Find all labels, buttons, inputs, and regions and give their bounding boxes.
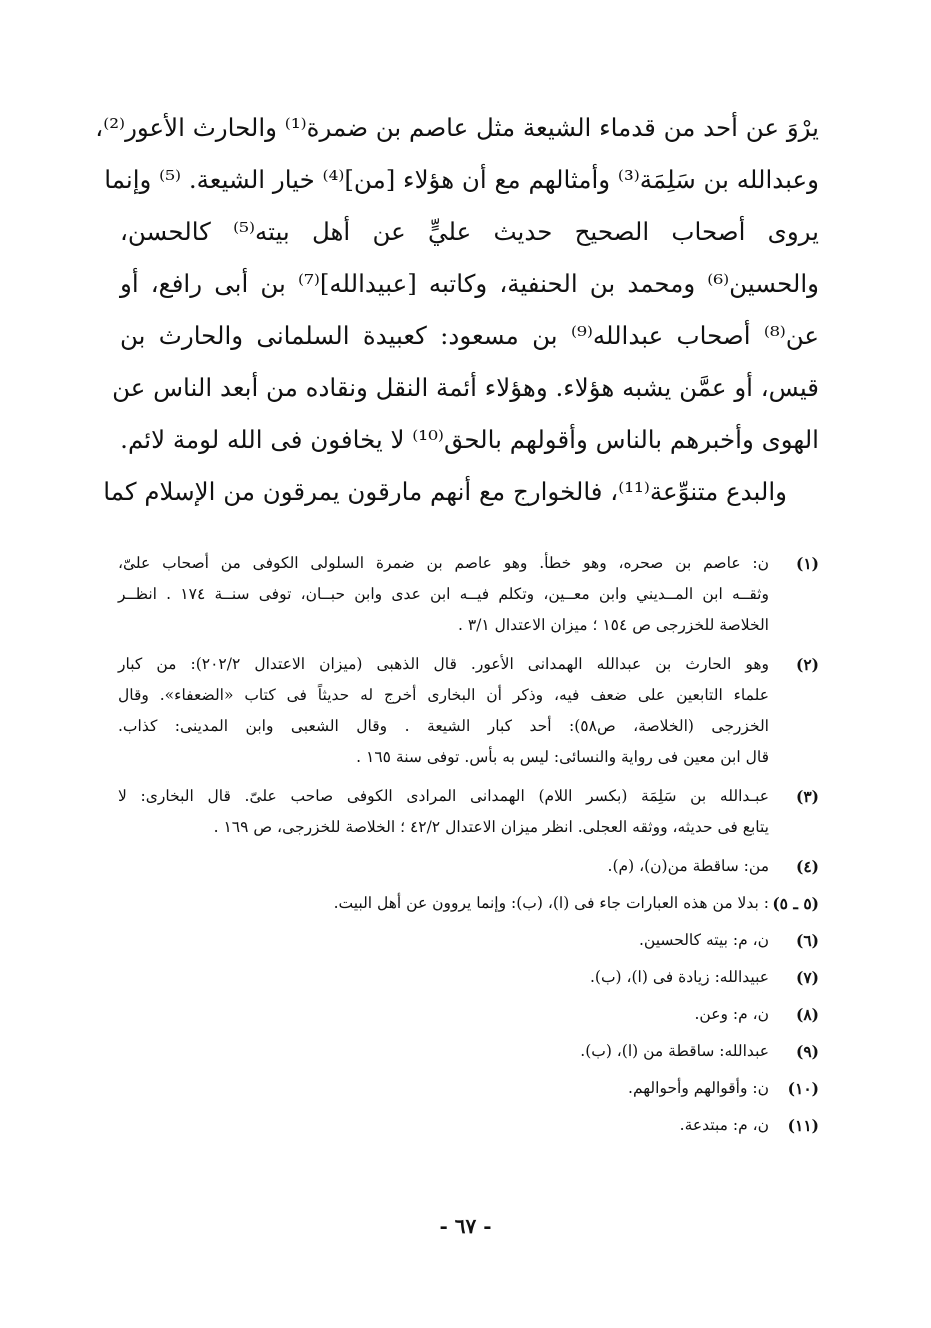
- body-line: يرْوَ عن أحد من قدماء الشيعة مثل عاصم بن ضمرة⁽¹⁾ والحارث الأعور⁽²⁾،: [95, 113, 819, 142]
- footnote-line: يتابع فى حديثه، ووثقه العجلى. انظر ميزان الاعتدال ٤٢/٢ ؛ الخلاصة للخزرجى، ص ١٦٩ .: [213, 818, 769, 836]
- footnote-4: [118, 851, 819, 882]
- footnote-11: [118, 1110, 819, 1141]
- body-line: وعبدالله بن سَلِمَة⁽³⁾ وأمثالهم مع أن هؤلاء [من]⁽⁴⁾ خيار الشيعة. ⁽⁵⁾ وإنما: [104, 165, 819, 194]
- footnote-3: [118, 781, 819, 843]
- footnote-number: (٤): [795, 857, 819, 876]
- footnote-number: (٦): [795, 931, 819, 950]
- footnotes: [118, 548, 819, 1147]
- footnote-number: (١١): [787, 1116, 819, 1135]
- footnote-line: عبـدالله بن سَلِمَة (بكسر اللام) الهمدانى المرادى الكوفى صاحب علىّ. قال البخارى: لا: [118, 787, 769, 805]
- footnote-1: [118, 548, 819, 641]
- body-line: يروى أصحاب الصحيح حديث عليٍّ عن أهل بيته⁽⁵⁾ كالحسن،: [120, 217, 819, 246]
- footnote-6: [118, 925, 819, 956]
- footnote-5: [118, 888, 819, 919]
- footnote-line: وثقــه ابن المــديني وابن معــين، وتكلم فيــه ابن عدى وابن حبــان، توفى سنــة ١٧٤ . انظــر: [118, 585, 769, 603]
- footnote-line: : بدلا من هذه العبارات جاء فى (ا)، (ب): وإنما يروون عن أهل البيت.: [333, 894, 769, 912]
- body-line: والحسين⁽⁶⁾ ومحمد بن الحنفية، وكاتبه [عبيدالله]⁽⁷⁾ بن أبى رافع، أو: [120, 269, 819, 298]
- footnote-8: [118, 999, 819, 1030]
- footnote-10: [118, 1073, 819, 1104]
- footnote-number: (٣): [795, 787, 819, 806]
- footnote-line: عبيدالله: زيادة فى (ا)، (ب).: [589, 968, 769, 986]
- footnote-2: [118, 649, 819, 773]
- body-line: الهوى وأخبرهم بالناس وأقولهم بالحق⁽¹⁰⁾ لا يخافون فى الله لومة لائم.: [120, 425, 819, 454]
- footnote-line: ن، م: وعن.: [694, 1005, 769, 1023]
- main-text: [95, 102, 819, 518]
- footnote-line: من: ساقطة من(ن)، (م).: [607, 857, 769, 875]
- footnote-line: الخلاصة للخزرجى ص ١٥٤ ؛ ميزان الاعتدال ٣/١ .: [457, 616, 769, 634]
- body-line: قيس، أو عمَّن يشبه هؤلاء. وهؤلاء أئمة النقل ونقاده من أبعد الناس عن: [112, 373, 819, 402]
- footnote-9: [118, 1036, 819, 1067]
- footnote-number: (٧): [795, 968, 819, 987]
- footnote-7: [118, 962, 819, 993]
- footnote-line: ن، م: مبتدعة.: [679, 1116, 769, 1134]
- body-line: عن⁽⁸⁾ أصحاب عبدالله⁽⁹⁾ بن مسعود: كعبيدة السلمانى والحارث بن: [120, 321, 819, 350]
- footnote-line: عبدالله: ساقطة من (ا)، (ب).: [580, 1042, 769, 1060]
- footnote-number: (٥ ـ ٥): [772, 894, 819, 913]
- footnote-line: قال ابن معين فى رواية والنسائى: ليس به بأس. توفى سنة ١٦٥ .: [356, 748, 769, 766]
- footnote-number: (١٠): [787, 1079, 819, 1098]
- footnote-line: ن: وأقوالهم وأحوالهم.: [628, 1079, 769, 1097]
- body-line: والبدع متنوِّعة⁽¹¹⁾، فالخوارج مع أنهم مارقون يمرقون من الإسلام كما: [103, 477, 787, 506]
- footnote-line: الخزرجى (الخلاصة، ص٥٨): أحد كبار الشيعة . وقال الشعبى وابن المدينى: كذاب.: [118, 717, 769, 735]
- footnote-number: (٢): [795, 655, 819, 674]
- page-number: - ٦٧ -: [439, 1214, 492, 1238]
- footnote-line: وهو الحارث بن عبدالله الهمدانى الأعور. قال الذهبى (ميزان الاعتدال ٢٠٢/٢): من كبار: [118, 655, 769, 673]
- footnote-line: ن: عاصم بن صحره، وهو خطأ. وهو عاصم بن ضمرة السلولى الكوفى من أصحاب علىّ،: [118, 554, 769, 572]
- footnote-number: (٨): [795, 1005, 819, 1024]
- footnote-number: (١): [795, 554, 819, 573]
- footnote-line: ن، م: بيته كالحسين.: [638, 931, 769, 949]
- footnote-number: (٩): [795, 1042, 819, 1061]
- footnote-line: علماء التابعين على ضعف فيه، وذكر أن البخارى أخرج له حديثاً فى كتاب «الضعفاء». وقال: [118, 686, 769, 704]
